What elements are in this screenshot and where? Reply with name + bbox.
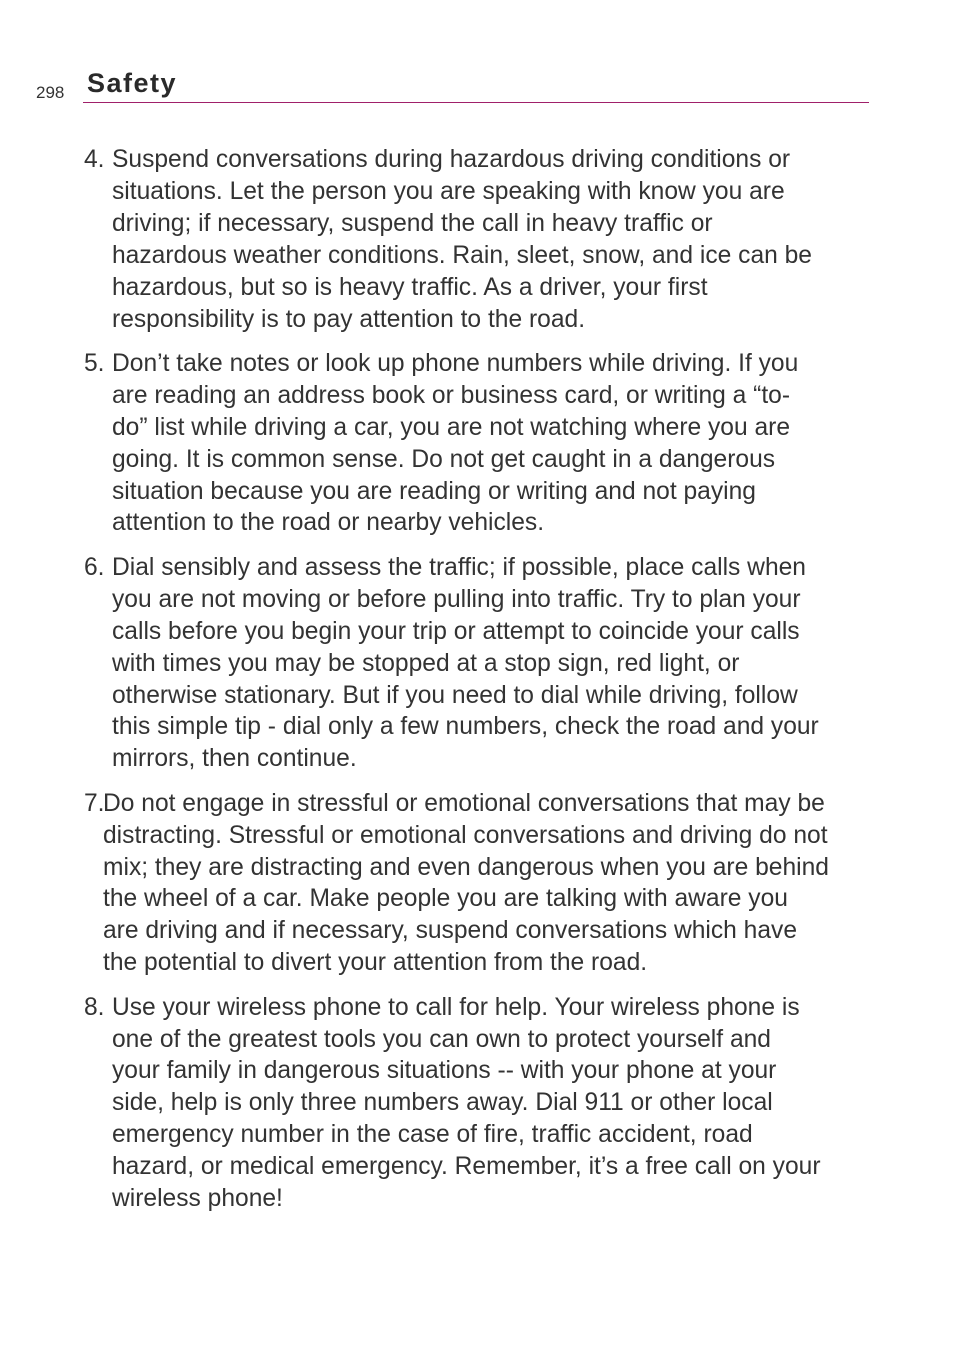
list-item-text: Suspend conversations during hazardous driving conditions or situations. Let the person you are speaking with know you are driving; if necessary, suspend the call in heavy traffic or hazardous weather conditions. Rain, sleet, snow, and ice can be hazardous, but so is heavy traffic. As a driver, your first responsibility is to pay attention to the road. xyxy=(112,146,812,333)
page-number: 298 xyxy=(36,83,65,102)
list-item-text: Dial sensibly and assess the traffic; if possible, place calls when you are not moving or before pulling into traffic. Try to plan your calls before you begin your trip or attempt to coincide your calls with times you may be stopped at a stop sign, red light, or otherwise stationary. But if you need to dial while driving, follow this simple tip - dial only a few numbers, check the road and your mirrors, then continue. xyxy=(112,553,819,773)
list-item-number: 7. xyxy=(84,789,105,817)
list-item xyxy=(84,348,874,539)
safety-tips-list xyxy=(84,144,874,1228)
list-item xyxy=(84,552,874,775)
list-item xyxy=(84,992,874,1215)
list-item-number: 6. xyxy=(84,553,105,581)
list-item xyxy=(84,788,874,979)
section-title: Safety xyxy=(87,68,178,98)
list-item-number: 5. xyxy=(84,349,105,377)
list-item-text: Don’t take notes or look up phone numbers while driving. If you are reading an address book or business card, or writing a “to- do” list while driving a car, you are not watching where you are going. It is common sense. Do not get caught in a dangerous situation because you are reading or writing and not paying attention to the road or nearby vehicles. xyxy=(112,349,799,537)
list-item-number: 8. xyxy=(84,993,105,1021)
list-item-text: Use your wireless phone to call for help. Your wireless phone is one of the greatest tools you can own to protect yourself and your family in dangerous situations -- with your phone at your side, help is only three numbers away. Dial 911 or other local emergency number in the case of fire, traffic accident, road hazard, or medical emergency. Remember, it’s a free call on your wireless phone! xyxy=(112,993,821,1213)
list-item xyxy=(84,144,874,335)
page-header xyxy=(36,66,869,104)
header-divider xyxy=(83,102,869,103)
list-item-number: 4. xyxy=(84,146,105,173)
list-item-text: Do not engage in stressful or emotional conversations that may be distracting. Stressful or emotional conversations and driving do not mix; they are distracting and even dangerous when you are behind the wheel of a car. Make people you are talking with aware you are driving and if necessary, suspend conversations which have the potential to divert your attention from the road. xyxy=(103,789,829,977)
